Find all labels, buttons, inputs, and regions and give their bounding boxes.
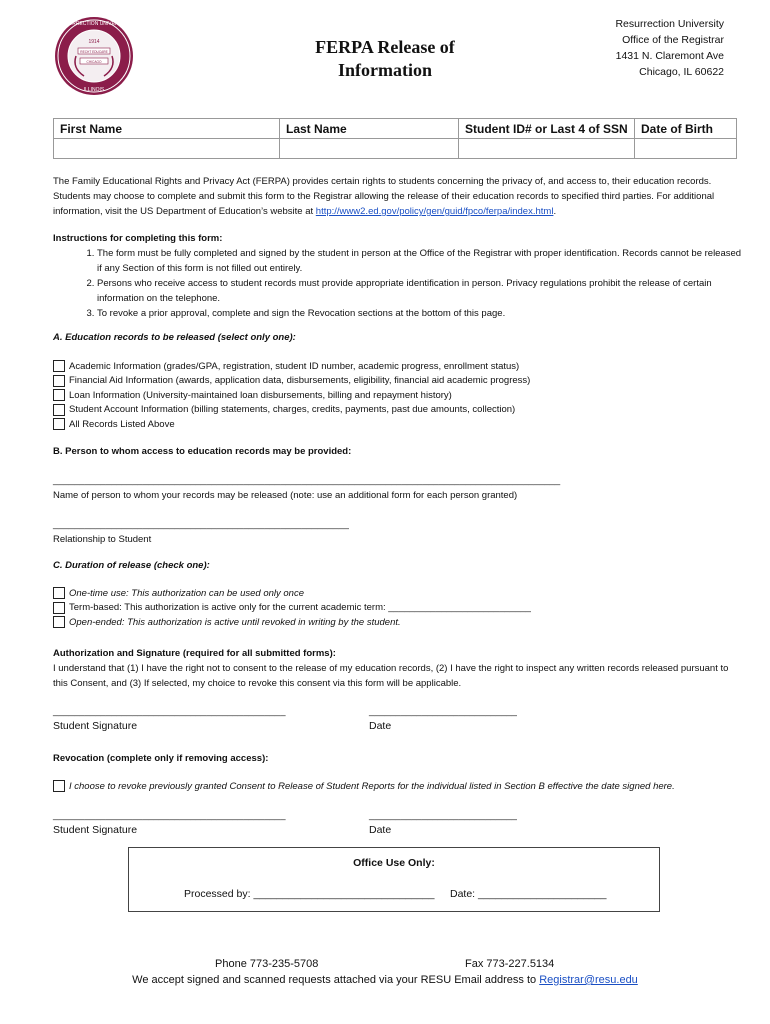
- address-line: Chicago, IL 60622: [639, 66, 724, 78]
- revocation-section: [53, 751, 743, 794]
- footer-text: We accept signed and scanned requests attached via your RESU Email address to: [132, 974, 540, 986]
- option-loan[interactable]: [53, 388, 743, 403]
- authorization-section: [53, 646, 743, 691]
- checkbox[interactable]: [53, 404, 65, 416]
- instructions-heading: Instructions for completing this form:: [53, 233, 223, 244]
- seal-text-top: RESURRECTION UNIVERSITY: [58, 21, 130, 27]
- option-label: Academic Information (grades/GPA, registration, student ID number, academic progress, enrollment status): [69, 360, 520, 372]
- signature-label: Student Signature: [53, 720, 138, 732]
- section-c: [53, 558, 743, 630]
- form-title: [290, 36, 480, 82]
- option-label: I choose to revoke previously granted Consent to Release of Student Reports for the individual listed in Section B effective the date signed here.: [69, 780, 675, 792]
- section-a-heading: A. Education records to be released (select only one):: [53, 332, 296, 343]
- checkbox[interactable]: [53, 418, 65, 430]
- section-a: [53, 330, 743, 432]
- student-id-field[interactable]: [459, 139, 635, 159]
- option-label: Open-ended: This authorization is active until revoked in writing by the student.: [69, 616, 401, 628]
- date-line[interactable]: ____________________________: [369, 706, 517, 717]
- last-name-header: Last Name: [280, 119, 459, 139]
- seal-year: 1914: [88, 39, 100, 45]
- checkbox[interactable]: [53, 389, 65, 401]
- address-line: 1431 N. Claremont Ave: [615, 50, 724, 62]
- phone-number: Phone 773-235-5708: [215, 958, 319, 970]
- option-label: Financial Aid Information (awards, application data, disbursements, eligibility, financial aid academic progress): [69, 375, 531, 387]
- instructions: [53, 231, 743, 321]
- recipient-name-caption: Name of person to whom your records may be released (note: use an additional form for each person granted): [53, 490, 518, 501]
- processed-by-field[interactable]: Processed by: _______________________________: [184, 888, 435, 900]
- option-student-account[interactable]: [53, 403, 743, 418]
- student-info-table: [53, 118, 737, 159]
- registrar-address: [615, 16, 724, 80]
- title-line-1: FERPA Release of: [315, 37, 455, 57]
- checkbox[interactable]: [53, 780, 65, 792]
- option-term-based[interactable]: [53, 601, 743, 616]
- option-academic[interactable]: [53, 359, 743, 374]
- authorization-heading: Authorization and Signature (required for all submitted forms):: [53, 648, 336, 659]
- ferpa-link[interactable]: http://www2.ed.gov/policy/gen/guid/fpco/ferpa/index.html: [315, 206, 554, 217]
- checkbox[interactable]: [53, 360, 65, 372]
- table-input-row: [54, 139, 737, 159]
- option-label: Loan Information (University-maintained loan disbursements, billing and repayment history): [69, 389, 452, 401]
- option-all-records[interactable]: [53, 417, 743, 432]
- option-open-ended[interactable]: [53, 615, 743, 630]
- student-id-header: Student ID# or Last 4 of SSN: [459, 119, 635, 139]
- address-line: Resurrection University: [615, 18, 724, 30]
- address-line: Office of the Registrar: [622, 34, 724, 46]
- seal-text-bottom: ILLINOIS: [83, 87, 105, 93]
- seal-banner-1: RECHT EDUCARE: [80, 50, 108, 54]
- relationship-line[interactable]: ________________________________________________________: [53, 519, 349, 530]
- registrar-email-link[interactable]: Registrar@resu.edu: [539, 974, 638, 986]
- revocation-date-line[interactable]: ____________________________: [369, 810, 517, 821]
- last-name-field[interactable]: [280, 139, 459, 159]
- checkbox[interactable]: [53, 375, 65, 387]
- option-label: One-time use: This authorization can be used only once: [69, 587, 304, 599]
- relationship-caption: Relationship to Student: [53, 534, 152, 545]
- checkbox[interactable]: [53, 602, 65, 614]
- first-name-field[interactable]: [54, 139, 280, 159]
- revoke-option[interactable]: [53, 779, 743, 794]
- section-b: [53, 444, 743, 547]
- recipient-name-line[interactable]: ________________________________________________________________________________________________: [53, 475, 561, 486]
- authorization-text: I understand that (1) I have the right not to consent to the release of my education records, (2) I have the right to inspect any written records released pursuant to this Consent, and (3) If selected, my choice to revoke this consent via this form will be applicable.: [53, 663, 729, 689]
- seal-banner-2: CHICAGO: [86, 60, 102, 64]
- option-label: All Records Listed Above: [69, 418, 175, 430]
- intro-after: .: [553, 206, 557, 217]
- revocation-heading: Revocation (complete only if removing access):: [53, 753, 269, 764]
- dob-header: Date of Birth: [635, 119, 737, 139]
- title-line-2: Information: [338, 60, 432, 80]
- revocation-signature-label: Student Signature: [53, 824, 138, 836]
- instruction-item: 3. To revoke a prior approval, complete and sign the Revocation sections at the bottom of this page.: [97, 306, 743, 321]
- option-financial-aid[interactable]: [53, 374, 743, 389]
- office-use-box: [128, 847, 660, 912]
- office-date-field[interactable]: Date: ______________________: [450, 888, 607, 900]
- option-one-time[interactable]: [53, 586, 743, 601]
- instruction-item: 2. Persons who receive access to student records must provide appropriate identification in person. Privacy regulations prohibit the release of certain information on the telephone.: [97, 276, 743, 306]
- section-c-heading: C. Duration of release (check one):: [53, 560, 210, 571]
- revocation-date-label: Date: [369, 824, 392, 836]
- footer: [0, 956, 770, 988]
- instruction-item: 1. The form must be fully completed and signed by the student in person at the Office of the Registrar with proper identification. Records cannot be released if any Section of this form is not filled out entirely.: [97, 246, 743, 276]
- option-label: Student Account Information (billing statements, charges, credits, payments, past due amounts, collection): [69, 404, 516, 416]
- section-b-heading: B. Person to whom access to education records may be provided:: [53, 446, 352, 457]
- option-label: Term-based: This authorization is active only for the current academic term: ___________________________: [69, 602, 531, 614]
- table-header-row: [54, 119, 737, 139]
- dob-field[interactable]: [635, 139, 737, 159]
- fax-number: Fax 773-227.5134: [465, 958, 555, 970]
- checkbox[interactable]: [53, 616, 65, 628]
- university-seal: [54, 16, 134, 96]
- intro-paragraph: [53, 174, 743, 219]
- signature-line[interactable]: ____________________________________________: [53, 706, 286, 717]
- intro-text: The Family Educational Rights and Privacy Act (FERPA) provides certain rights to students concerning the privacy of, and access to, their education records. Students may choose to complete and submit this form to the Registrar allowing the release of their education records to specified third parties. For additional information, visit the US Department of Education’s website at: [53, 176, 715, 217]
- office-use-title: Office Use Only:: [353, 857, 435, 869]
- checkbox[interactable]: [53, 587, 65, 599]
- revocation-signature-line[interactable]: ____________________________________________: [53, 810, 286, 821]
- first-name-header: First Name: [54, 119, 280, 139]
- date-label: Date: [369, 720, 392, 732]
